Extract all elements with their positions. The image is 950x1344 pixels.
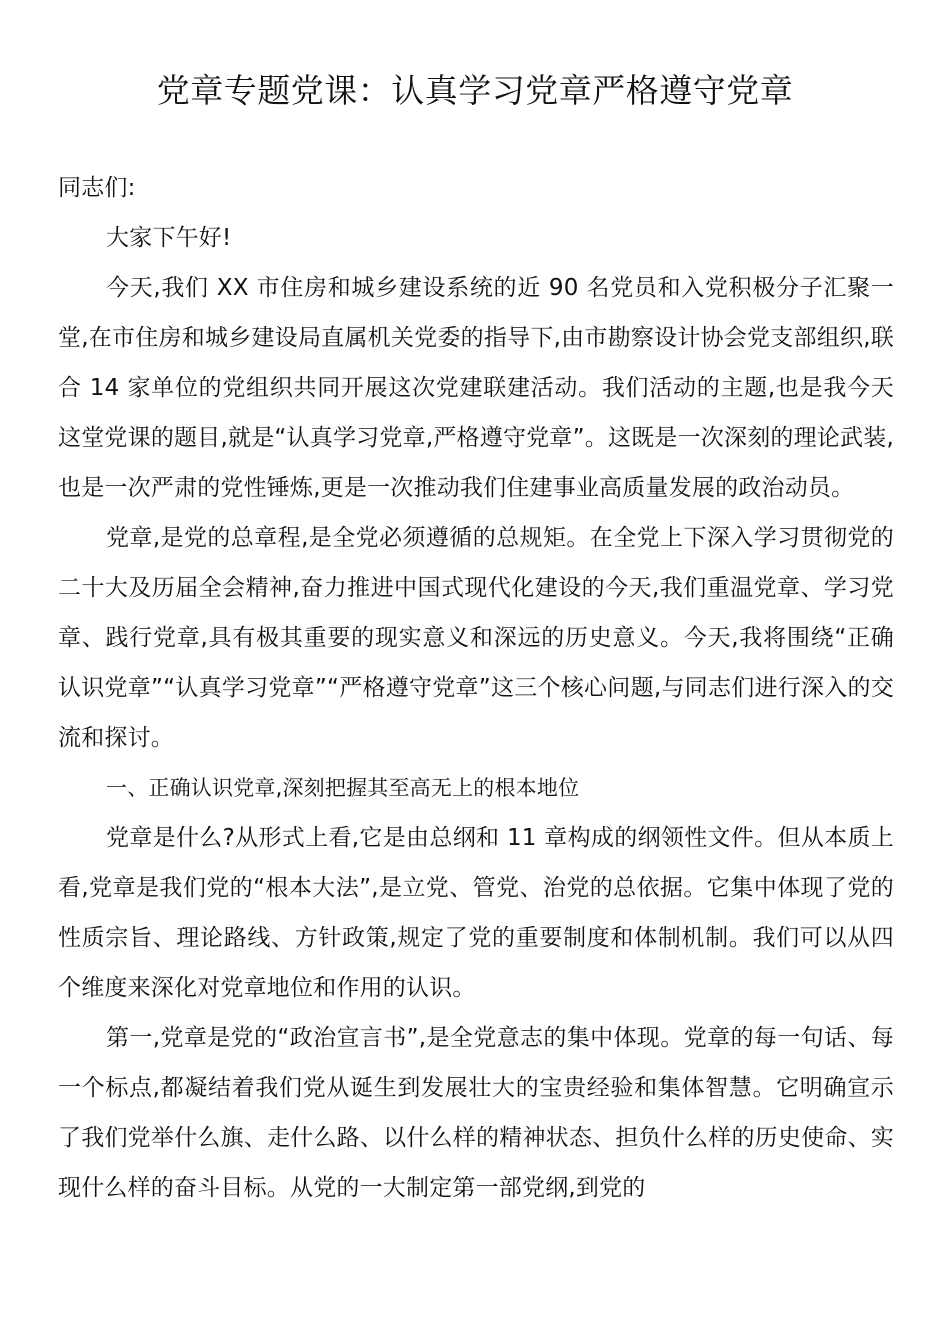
paragraph-significance: 党章,是党的总章程,是全党必须遵循的总规矩。在全党上下深入学习贯彻党的二十大及历届全会精神,奋力推进中国式现代化建设的今天,我们重温党章、学习党章、践行党章,具有极其重要的现实意义和深远的历史意义。今天,我将围绕“正确认识党章”“认真学习党章”“严格遵守党章”这三个核心问题,与同志们进行深入的交流和探讨。 — [58, 525, 894, 751]
greeting: 大家下午好! — [106, 225, 232, 251]
section-heading-1: 一、正确认识党章,深刻把握其至高无上的根本地位 — [106, 776, 580, 800]
paragraph-what-is-charter: 党章是什么?从形式上看,它是由总纲和 11 章构成的纲领性文件。但从本质上看,党章是我们党的“根本大法”,是立党、管党、治党的总依据。它集中体现了党的性质宗旨、理论路线、方针政策,规定了党的重要制度和体制机制。我们可以从四个维度来深化对党章地位和作用的认识。 — [58, 825, 894, 1001]
salutation: 同志们: — [58, 175, 136, 201]
document-body — [58, 163, 894, 1213]
document-title: 党章专题党课：认真学习党章严格遵守党章 — [156, 71, 794, 110]
paragraph-first-point: 第一,党章是党的“政治宣言书”,是全党意志的集中体现。党章的每一句话、每一个标点,都凝结着我们党从诞生到发展壮大的宝贵经验和集体智慧。它明确宣示了我们党举什么旗、走什么路、以什么样的精神状态、担负什么样的历史使命、实现什么样的奋斗目标。从党的一大制定第一部党纲,到党的 — [58, 1025, 894, 1201]
paragraph-intro: 今天,我们 XX 市住房和城乡建设系统的近 90 名党员和入党积极分子汇聚一堂,在市住房和城乡建设局直属机关党委的指导下,由市勘察设计协会党支部组织,联合 14 家单位的党组织共同开展这次党建联建活动。我们活动的主题,也是我今天这堂党课的题目,就是“认真学习党章,严格遵守党章”。这既是一次深刻的理论武装,也是一次严肃的党性锤炼,更是一次推动我们住建事业高质量发展的政治动员。 — [58, 275, 894, 501]
